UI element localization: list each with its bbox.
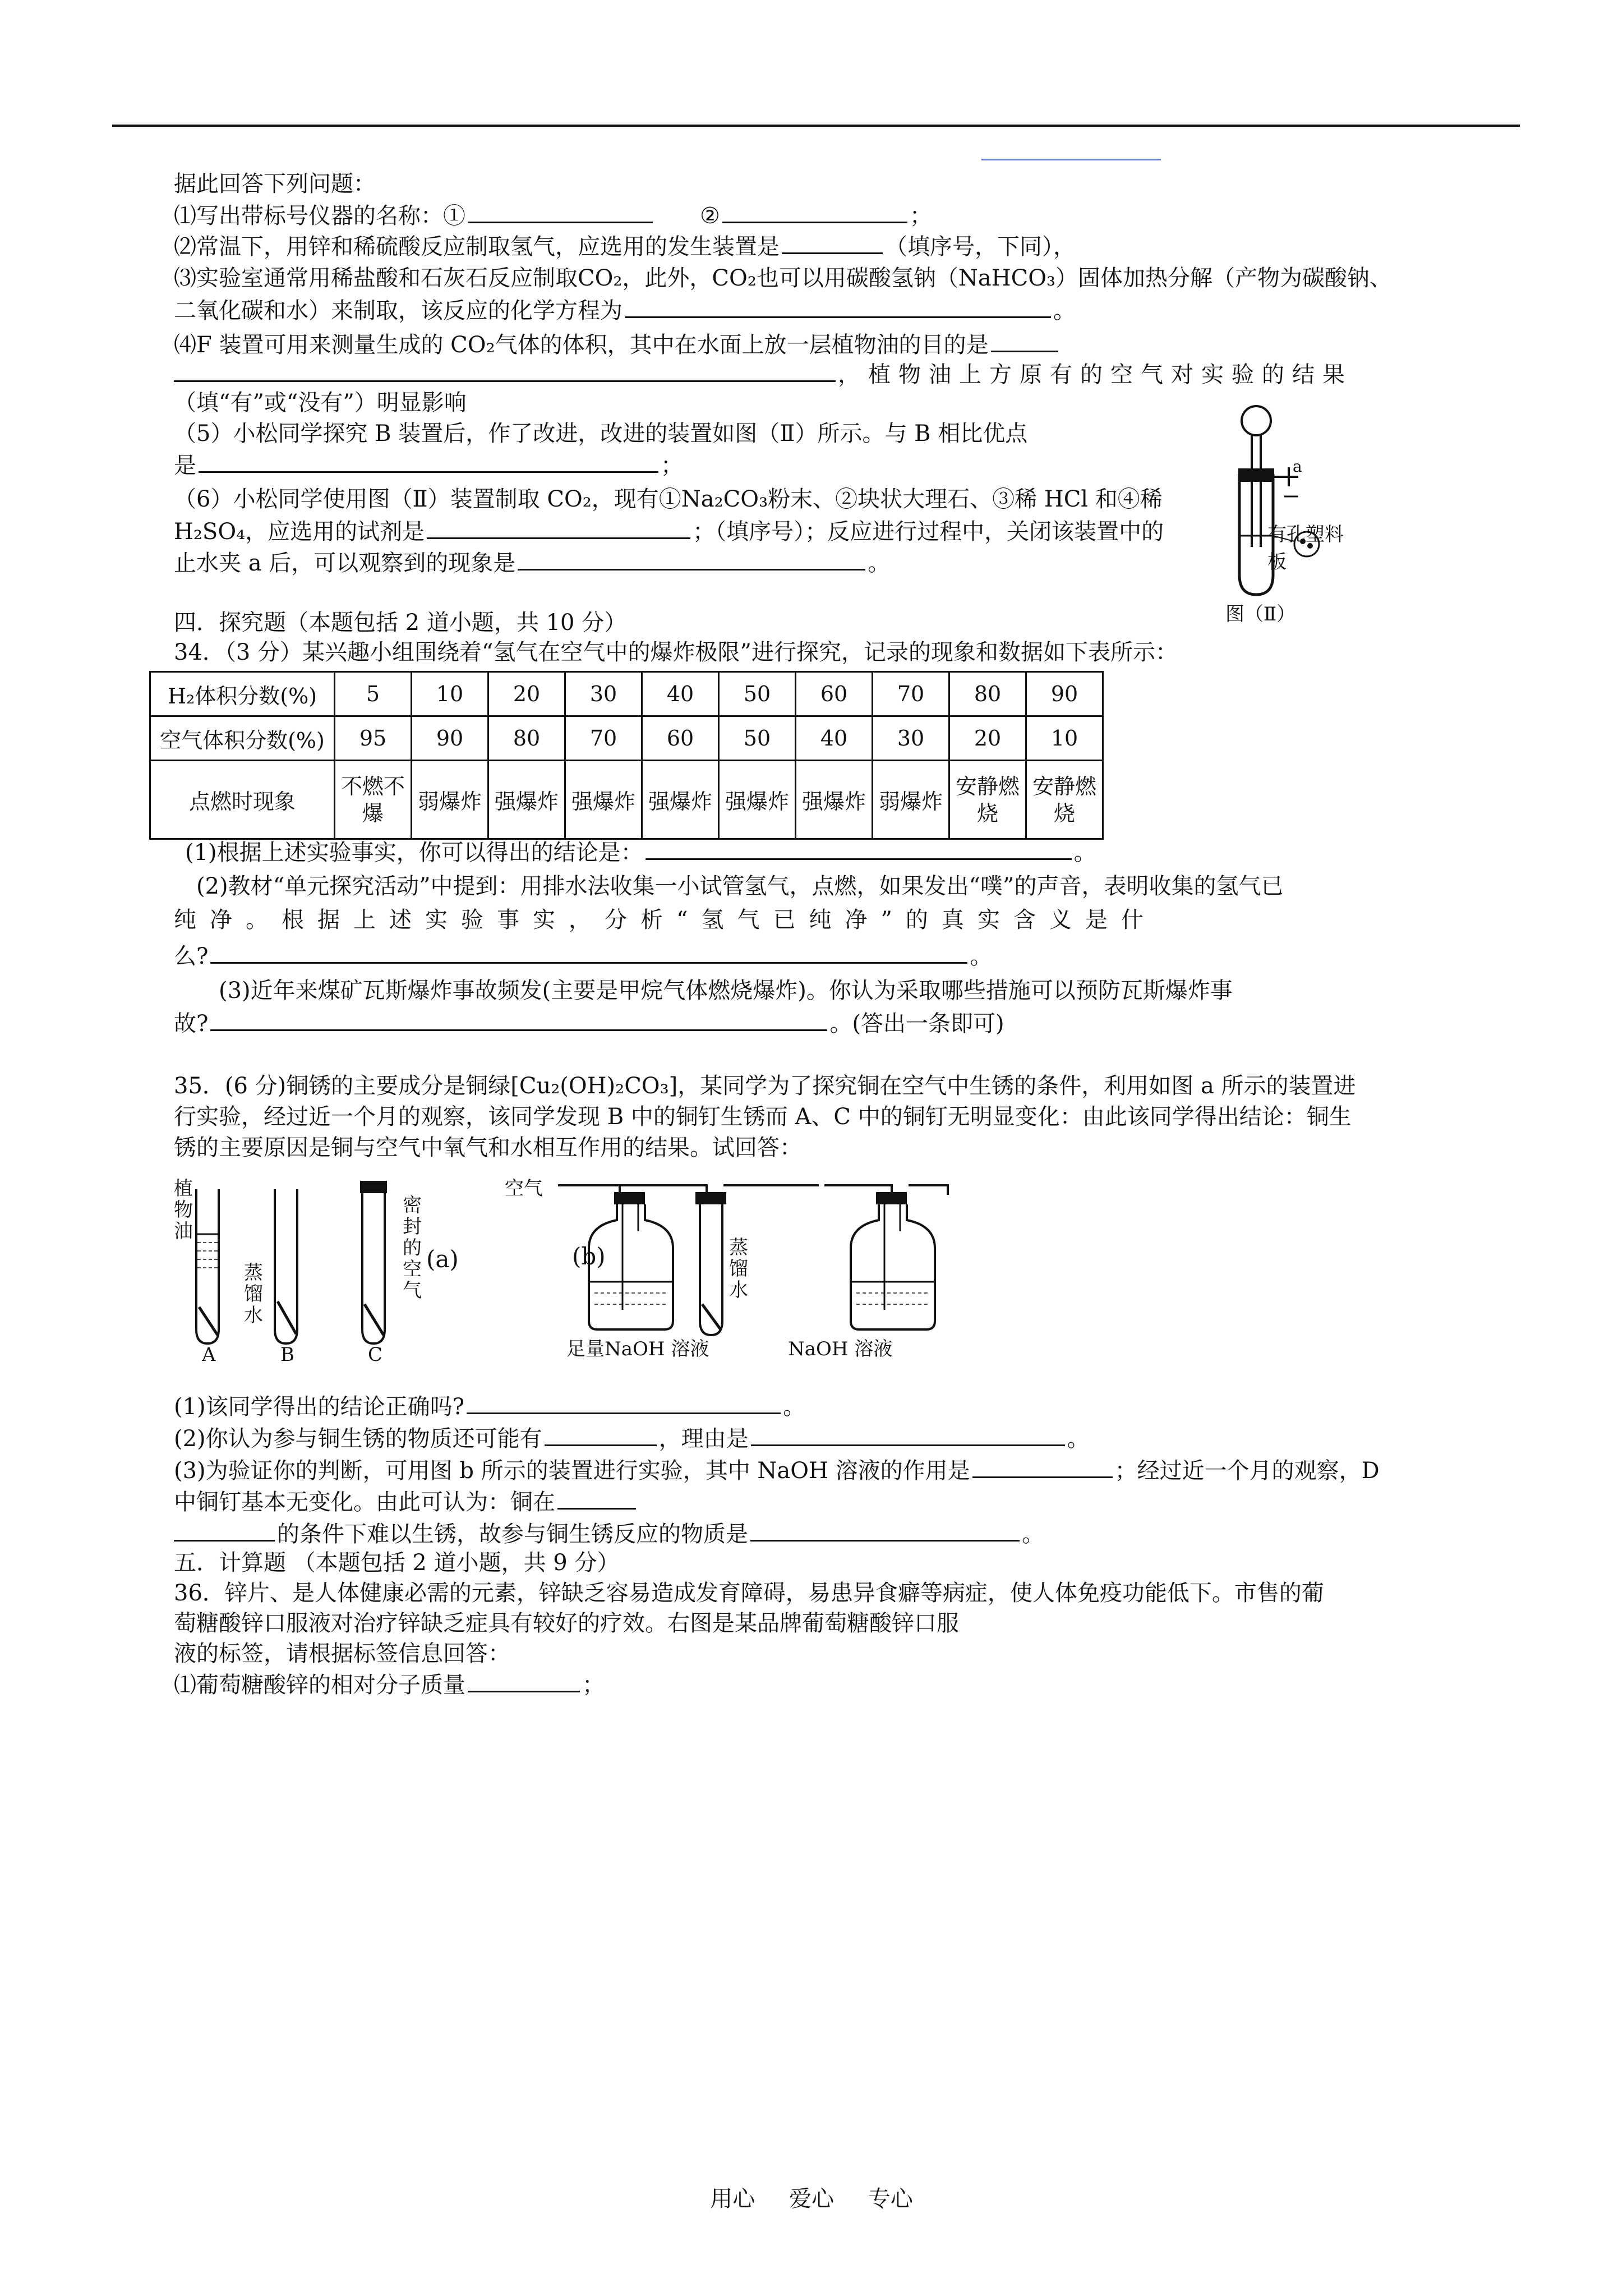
table-cell: 30 — [873, 716, 949, 761]
table-cell: 10 — [412, 672, 488, 716]
distilled-water-label: 蒸馏水 — [244, 1262, 263, 1327]
footer-item: 爱心 — [789, 2186, 834, 2212]
valve-label-a: a — [1293, 457, 1302, 476]
q34-part3-line1: (3)近年来煤矿瓦斯爆炸事故频发(主要是甲烷气体燃烧爆炸)。你认为采取哪些措施可以预防瓦斯爆炸事 — [219, 978, 1233, 1004]
q33-part4-line3: （填“有”或“没有”）明显影响 — [174, 390, 467, 416]
answer-blank[interactable] — [557, 1485, 636, 1510]
q35-stem-line1: 35．(6 分)铜锈的主要成分是铜绿[Cu₂(OH)₂CO₃]，某同学为了探究铜在空气中生锈的条件，利用如图 a 所示的装置进 — [174, 1073, 1356, 1099]
section-5-title: 五．计算题 （本题包括 2 道小题，共 9 分） — [174, 1550, 620, 1576]
figure-a-test-tubes — [163, 1172, 477, 1366]
answer-blank[interactable] — [210, 940, 967, 964]
table-cell: 70 — [873, 672, 949, 716]
table-cell: 强爆炸 — [796, 761, 873, 839]
answer-blank[interactable] — [991, 328, 1058, 352]
q34-part3-line2: 故? 。(答出一条即可) — [174, 1007, 1004, 1039]
table-cell: 30 — [565, 672, 642, 716]
table-row — [150, 761, 1103, 839]
tube-a-label: A — [202, 1343, 216, 1366]
q35-stem-line3: 锈的主要原因是铜与空气中氧气和水相互作用的结果。试回答： — [174, 1135, 802, 1161]
footer-item: 用心 — [710, 2186, 755, 2212]
table-cell: 20 — [488, 672, 565, 716]
table-cell: 80 — [949, 672, 1026, 716]
excess-naoh-label: 足量NaOH 溶液 — [566, 1338, 709, 1360]
q34-part2-line2: 纯净。根据上述实验事实，分析“氢气已纯净”的真实含义是什 — [174, 907, 1157, 933]
figure-2-caption: 图（Ⅱ） — [1225, 603, 1296, 625]
section-4-title: 四．探究题（本题包括 2 道小题，共 10 分） — [174, 610, 627, 636]
q33-part5-line2: 是 ； — [174, 449, 683, 481]
figure-b-gas-train — [505, 1170, 965, 1360]
table-cell: 80 — [488, 716, 565, 761]
table-row — [150, 716, 1103, 761]
q33-part6-line3: 止水夹 a 后，可以观察到的现象是 。 — [174, 546, 890, 579]
tube-b-label: B — [280, 1343, 294, 1366]
table-cell: 90 — [412, 716, 488, 761]
row-header: 点燃时现象 — [150, 761, 335, 839]
perforated-plate-label: 有孔塑料板 — [1267, 523, 1344, 573]
q35-part2: (2)你认为参与铜生锈的物质还可能有 ，理由是 。 — [174, 1422, 1090, 1455]
q35-stem-line2: 行实验，经过近一个月的观察，该同学发现 B 中的铜钉生锈而 A、C 中的铜钉无明显变化：由此该同学得出结论：铜生 — [174, 1104, 1352, 1130]
table-cell: 安静燃烧 — [1026, 761, 1103, 839]
q34-part2-line1: (2)教材“单元探究活动”中提到：用排水法收集一小试管氢气，点燃，如果发出“噗”的声音，表明收集的氢气已 — [196, 873, 1284, 899]
table-cell: 10 — [1026, 716, 1103, 761]
table-row — [150, 672, 1103, 716]
answer-blank[interactable] — [518, 546, 865, 570]
table-cell: 20 — [949, 716, 1026, 761]
footer-item: 专心 — [868, 2186, 913, 2212]
answer-blank[interactable] — [174, 358, 836, 382]
answer-blank[interactable] — [722, 199, 907, 223]
header-link-underline — [981, 159, 1161, 160]
table-cell: 40 — [796, 716, 873, 761]
answer-blank[interactable] — [427, 515, 690, 539]
q33-part6-line1: （6）小松同学使用图（Ⅱ）装置制取 CO₂，现有①Na₂CO₃粉末、②块状大理石、③稀 HCl 和④稀 — [174, 486, 1163, 512]
header-rule — [112, 125, 1520, 127]
table-cell: 安静燃烧 — [949, 761, 1026, 839]
q36-stem-line1: 36．锌片、是人体健康必需的元素，锌缺乏容易造成发育障碍，易患异食癖等病症，使人体免疫功能低下。市售的葡 — [174, 1580, 1324, 1606]
q33-part3-line2: 二氧化碳和水）来制取，该反应的化学方程为 。 — [174, 294, 1076, 326]
answer-blank[interactable] — [625, 294, 1051, 318]
page-footer — [0, 2181, 1623, 2213]
table-cell: 弱爆炸 — [412, 761, 488, 839]
table-cell: 50 — [719, 716, 796, 761]
table-cell: 70 — [565, 716, 642, 761]
table-cell: 不燃不爆 — [335, 761, 412, 839]
answer-blank[interactable] — [972, 1454, 1113, 1478]
table-cell: 95 — [335, 716, 412, 761]
q33-intro: 据此回答下列问题： — [174, 171, 376, 197]
q33-part2: ⑵常温下，用锌和稀硫酸反应制取氢气，应选用的发生装置是 （填序号，下同）， — [174, 230, 1076, 263]
q36-part1: ⑴葡萄糖酸锌的相对分子质量 ； — [174, 1668, 605, 1701]
figure-2-apparatus — [1223, 401, 1352, 625]
table-cell: 50 — [719, 672, 796, 716]
answer-blank[interactable] — [751, 1422, 1065, 1446]
q33-part4-line1: ⑷F 装置可用来测量生成的 CO₂气体的体积，其中在水面上放一层植物油的目的是 — [174, 328, 1061, 361]
figure-b-label: (b) — [572, 1243, 606, 1270]
answer-blank[interactable] — [645, 836, 1072, 860]
row-header: H₂体积分数(%) — [150, 672, 335, 716]
q33-part3-line1: ⑶实验室通常用稀盐酸和石灰石反应制取CO₂，此外，CO₂也可以用碳酸氢钠（NaHCO₃）固体加热分解（产物为碳酸钠、 — [174, 265, 1393, 291]
sealed-air-label: 密封的空气 — [403, 1194, 422, 1302]
row-header: 空气体积分数(%) — [150, 716, 335, 761]
q35-part3-line1: (3)为验证你的判断，可用图 b 所示的装置进行实验，其中 NaOH 溶液的作用是 ；经过近一个月的观察，D — [174, 1454, 1380, 1487]
vegetable-oil-label: 植物油 — [174, 1177, 193, 1243]
q33-part1: ⑴写出带标号仪器的名称：① ② ； — [174, 199, 932, 232]
figure-a-label: (a) — [426, 1245, 459, 1273]
q36-stem-line3: 液的标签，请根据标签信息回答： — [174, 1641, 510, 1667]
hydrogen-explosion-table — [149, 671, 1104, 840]
test-tube-apparatus-drawing — [1223, 401, 1352, 625]
answer-blank[interactable] — [199, 449, 658, 473]
answer-blank[interactable] — [210, 1007, 827, 1031]
q34-part1: (1)根据上述实验事实，你可以得出的结论是： 。 — [185, 836, 1096, 868]
q33-part6-line2: H₂SO₄，应选用的试剂是 ；（填序号）；反应进行过程中，关闭该装置中的 — [174, 515, 1164, 547]
table-cell: 60 — [796, 672, 873, 716]
table-cell: 强爆炸 — [488, 761, 565, 839]
answer-blank[interactable] — [545, 1422, 657, 1446]
q34-part2-line3: 么? 。 — [174, 940, 992, 972]
q35-part3-line2: 中铜钉基本无变化。由此可认为：铜在 — [174, 1485, 638, 1518]
table-cell: 5 — [335, 672, 412, 716]
answer-blank[interactable] — [750, 1517, 1020, 1542]
table-cell: 强爆炸 — [719, 761, 796, 839]
q33-part5-line1: （5）小松同学探究 B 装置后，作了改进，改进的装置如图（Ⅱ）所示。与 B 相比优点 — [174, 421, 1028, 447]
table-cell: 90 — [1026, 672, 1103, 716]
answer-blank[interactable] — [468, 199, 653, 223]
q36-stem-line2: 萄糖酸锌口服液对治疗锌缺乏症具有较好的疗效。右图是某品牌葡萄糖酸锌口服 — [174, 1611, 959, 1636]
q33-part4-line2: ，植物油上方原有的空气对实验的结果 — [174, 358, 1353, 390]
answer-blank[interactable] — [468, 1668, 580, 1692]
tube-c-label: C — [368, 1343, 383, 1366]
q35-part3-line3: 的条件下难以生锈，故参与铜生锈反应的物质是 。 — [174, 1517, 1044, 1550]
table-cell: 强爆炸 — [565, 761, 642, 839]
table-cell: 40 — [642, 672, 719, 716]
table-cell: 60 — [642, 716, 719, 761]
q34-stem: 34．（3 分）某兴趣小组围绕着“氢气在空气中的爆炸极限”进行探究，记录的现象和数据如下表所示： — [174, 639, 1178, 665]
table-cell: 弱爆炸 — [873, 761, 949, 839]
answer-blank[interactable] — [467, 1390, 781, 1414]
air-inlet-label: 空气 — [505, 1177, 543, 1200]
table-cell: 强爆炸 — [642, 761, 719, 839]
q35-part1: (1)该同学得出的结论正确吗? 。 — [174, 1390, 805, 1423]
answer-blank[interactable] — [782, 230, 883, 254]
naoh-solution-label: NaOH 溶液 — [788, 1338, 893, 1360]
distilled-water-b-label: 蒸馏水 — [729, 1236, 748, 1301]
answer-blank[interactable] — [174, 1517, 275, 1542]
